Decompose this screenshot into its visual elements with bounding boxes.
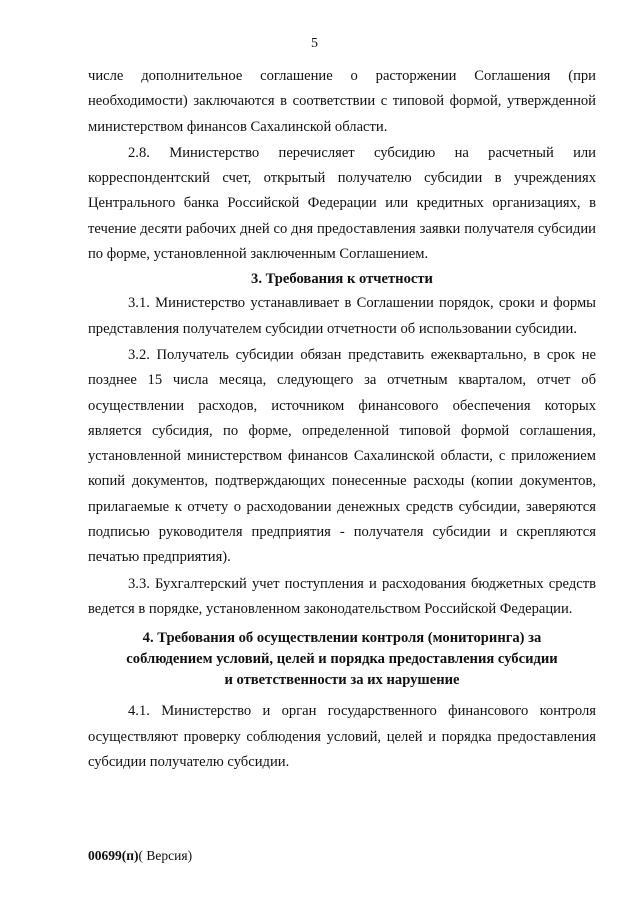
section-heading-4 [88, 628, 596, 691]
section-heading-3: 3. Требования к отчетности [251, 271, 433, 288]
paragraph-3-2: 3.2. Получатель субсидии обязан представить ежеквартально, в срок не позднее 15 числа месяца, следующего за отчетным кварталом, отчет об осуществлении расходов, источником финансового обеспечения которых является субсидия, по форме, определенной типовой формой соглашения, установленной министерством финансов Сахалинской области, с приложением копий документов, подтверждающих понесенные расходы (копии документов, прилагаемые к отчету о расходовании денежных средств субсидии, заверяются подписью руководителя предприятия - получателя субсидии и скрепляются печатью предприятия). [88, 346, 596, 566]
document-footer [88, 848, 192, 864]
paragraph-4-1: 4.1. Министерство и орган государственного финансового контроля осуществляют проверку соблюдения условий, целей и порядка предоставления субсидии получателю субсидии. [88, 703, 596, 770]
paragraph-2-8: 2.8. Министерство перечисляет субсидию на расчетный или корреспондентский счет, открытый получателю субсидии в учреждениях Центрального банка Российской Федерации или кредитных организациях, в течение десяти рабочих дней со дня предоставления заявки получателя субсидии по форме, установленной заключенным Соглашением. [88, 144, 596, 263]
paragraph-continuation: числе дополнительное соглашение о расторжении Соглашения (при необходимости) заключаются в соответствии с типовой формой, утвержденной министерством финансов Сахалинской области. [88, 68, 596, 135]
document-version: ( Версия) [138, 848, 193, 863]
section-heading-4-line2: соблюдением условий, целей и порядка предоставления субсидии [126, 651, 558, 668]
paragraph-3-3: 3.3. Бухгалтерский учет поступления и расходования бюджетных средств ведется в порядке, установленном законодательством Российской Федерации. [88, 575, 596, 617]
section-heading-4-line1: 4. Требования об осуществлении контроля (мониторинга) за [142, 630, 542, 647]
section-heading-4-line3: и ответственности за их нарушение [224, 672, 460, 689]
document-code: 00699(п) [88, 848, 139, 863]
page-number: 5 [311, 36, 318, 51]
paragraph-3-1: 3.1. Министерство устанавливает в Соглашении порядок, сроки и формы представления получателем субсидии отчетности об использовании субсидии. [88, 295, 596, 337]
document-body [88, 64, 596, 775]
